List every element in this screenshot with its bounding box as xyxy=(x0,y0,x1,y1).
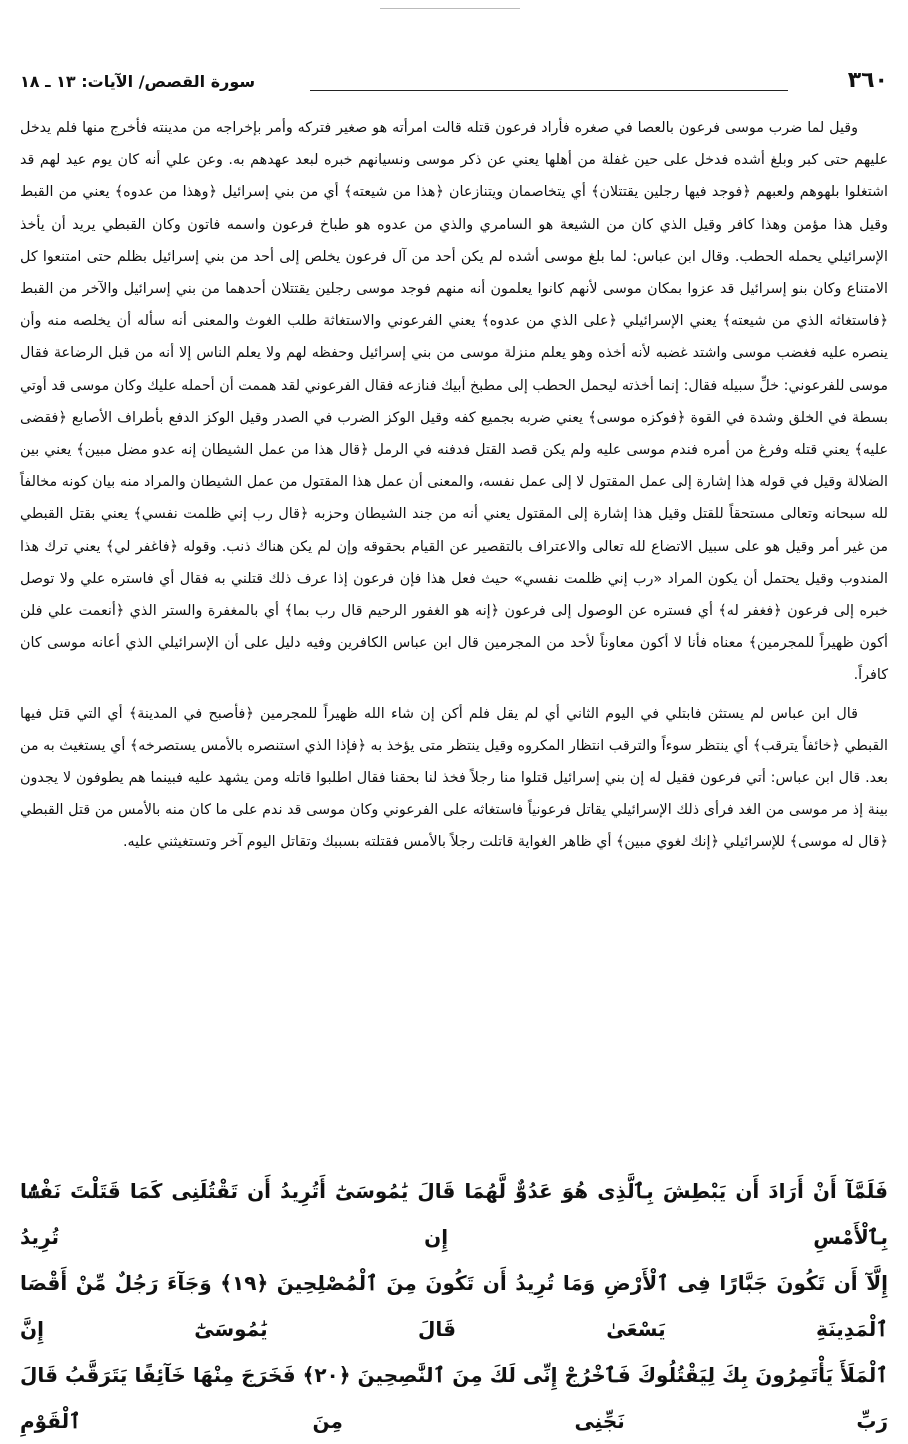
running-title: سورة القصص/ الآيات: ١٣ ـ ١٨ xyxy=(20,72,256,91)
commentary-text xyxy=(20,112,888,859)
quran-verses xyxy=(20,1168,888,1444)
quran-line: فَلَمَّآ أَنْ أَرَادَ أَن يَبْطِشَ بِٱلَّذِى هُوَ عَدُوٌّ لَّهُمَا قَالَ يَٰمُوسَىٰٓ أَتُرِيدُ أَن تَقْتُلَنِى كَمَا قَتَلْتَ نَفْسًۢا بِٱلْأَمْسِ إِن تُرِيدُ xyxy=(20,1179,888,1249)
quran-line: إِلَّآ أَن تَكُونَ جَبَّارًا فِى ٱلْأَرْضِ وَمَا تُرِيدُ أَن تَكُونَ مِنَ ٱلْمُصْلِحِينَ ﴿١٩﴾ وَجَآءَ رَجُلٌ مِّنْ أَقْصَا ٱلْمَدِينَةِ يَسْعَىٰ قَالَ يَٰمُوسَىٰٓ إِنَّ xyxy=(20,1271,888,1341)
commentary-paragraph: قال ابن عباس لم يستثن فابتلي في اليوم الثاني أي لم يقل فلم أكن إن شاء الله ظهيراً للمجرمين ﴿فأصبح في المدينة﴾ أي التي قتل فيها القبطي ﴿خائفاً يترقب﴾ أي ينتظر سوءاً والترقب انتظار المكروه وقيل ينتظر متى يؤخذ به ﴿فإذا الذي استنصره بالأمس يستصرخه﴾ أي يستغيث به من بعد. قال ابن عباس: أتي فرعون فقيل له إن بني إسرائيل قتلوا منا رجلاً فخذ لنا بحقنا فقال اطلبوا قاتله ومن يشهد عليه فبينما هم يطوفون لا يجدون بينة إذ مر موسى من الغد فرأى ذلك الإسرائيلي يقاتل فرعونياً فاستغاثه على الفرعوني وكان موسى قد ندم على ما كان منه بالأمس من قتل القبطي ﴿قال له موسى﴾ للإسرائيلي ﴿إنك لغوي مبين﴾ أي ظاهر الغواية قاتلت رجلاً بالأمس فقتلته بسببك وتقاتل اليوم آخر وتستغيثني عليه. xyxy=(20,705,888,851)
header-rule xyxy=(310,90,788,91)
page-header xyxy=(20,68,888,104)
binding-edge-mark xyxy=(380,0,520,9)
commentary-paragraph: وقيل لما ضرب موسى فرعون بالعصا في صغره فأراد فرعون قتله قالت امرأته هو صغير فتركه وأمر بإخراجه من مدينته فأخرج منها فلم يدخل عليهم حتى كبر وبلغ أشده فدخل على حين غفلة من أهلها يعني عن ذكر موسى ونسيانهم خبره لبعد عهدهم به. وعن علي أنه كان يوم عيد لهم قد اشتغلوا بلهوهم ولعبهم ﴿فوجد فيها رجلين يقتتلان﴾ أي يتخاصمان ويتنازعان ﴿هذا من شيعته﴾ أي من بني إسرائيل ﴿وهذا من عدوه﴾ يعني من القبط وقيل هذا مؤمن وهذا كافر وقيل الذي كان من الشيعة هو السامري والذي من عدوه هو طباخ فرعون واسمه فاتون وكان القبطي يريد أن يأخذ الإسرائيلي يحمله الحطب. وقال ابن عباس: لما بلغ موسى أشده لم يكن أحد من آل فرعون يخلص إلى أحد من بني إسرائيل بظلم حتى امتنعوا كل الامتناع وكان بنو إسرائيل قد عزوا بمكان موسى لأنهم كانوا يعلمون أنه منهم فوجد موسى رجلين يقتتلان أحدهما من بني إسرائيل والآخر من القبط ﴿فاستغاثه الذي من شيعته﴾ يعني الإسرائيلي ﴿على الذي من عدوه﴾ يعني الفرعوني والاستغاثة طلب الغوث والمعنى أنه سأله أن يخلصه منه وأن ينصره عليه فغضب موسى واشتد غضبه لأنه أخذه وهو يعلم منزلة موسى من بني إسرائيل وحفظه لهم ولا يعلم الناس إلا أنه من قبل الرضاعة فقال موسى للفرعوني: خلِّ سبيله فقال: إنما أخذته ليحمل الحطب إلى مطبخ أبيك فنازعه فقال الفرعوني لقد هممت أن أحمله عليك وكان موسى قد أوتي بسطة في الخلق وشدة في القوة ﴿فوكزه موسى﴾ يعني ضربه بجميع كفه وقيل الوكز الضرب في الصدر وقيل الوكز الدفع بأطراف الأصابع ﴿فقضى عليه﴾ يعني قتله وفرغ من أمره فندم موسى عليه ولم يكن قصد القتل فدفنه في الرمل ﴿قال هذا من عمل الشيطان إنه عدو مضل مبين﴾ يعني بين الضلالة وقيل في قوله هذا إشارة إلى عمل المقتول لا إلى عمل نفسه، والمعنى أن عمل هذا المقتول من عمل الشيطان والمراد منه بيان كونه مخالفاً لله سبحانه وتعالى مستحقاً للقتل وقيل هذا إشارة إلى المقتول يعني أنه من جند الشيطان وحزبه ﴿قال رب إني ظلمت نفسي﴾ يعني بقتل القبطي من غير أمر وقيل هو على سبيل الاتضاع لله تعالى والاعتراف بالتقصير عن القيام بحقوقه وإن لم يكن هناك ذنب. وقوله ﴿فاغفر لي﴾ يعني ترك هذا المندوب وقيل يحتمل أن يكون المراد «رب إني ظلمت نفسي» حيث فعل هذا فإن فرعون إذا عرف ذلك قتلني به فقال أي فاستره علي ولا توصل خبره إلى فرعون ﴿فغفر له﴾ أي فستره عن الوصول إلى فرعون ﴿إنه هو الغفور الرحيم قال رب بما﴾ أي بالمغفرة والستر الذي ﴿أنعمت علي فلن أكون ظهيراً للمجرمين﴾ معناه فأنا لا أكون معاوناً لأحد من المجرمين قال ابن عباس الكافرين وفيه دليل على أن الإسرائيلي الذي أعانه موسى كان كافراً. xyxy=(20,120,888,684)
quran-line: ٱلْمَلَأَ يَأْتَمِرُونَ بِكَ لِيَقْتُلُوكَ فَٱخْرُجْ إِنِّى لَكَ مِنَ ٱلنَّٰصِحِينَ ﴿٢٠﴾ فَخَرَجَ مِنْهَا خَآئِفًا يَتَرَقَّبُ قَالَ رَبِّ نَجِّنِى مِنَ ٱلْقَوْمِ xyxy=(20,1363,889,1433)
page-number: ٣٦٠ xyxy=(847,68,888,93)
